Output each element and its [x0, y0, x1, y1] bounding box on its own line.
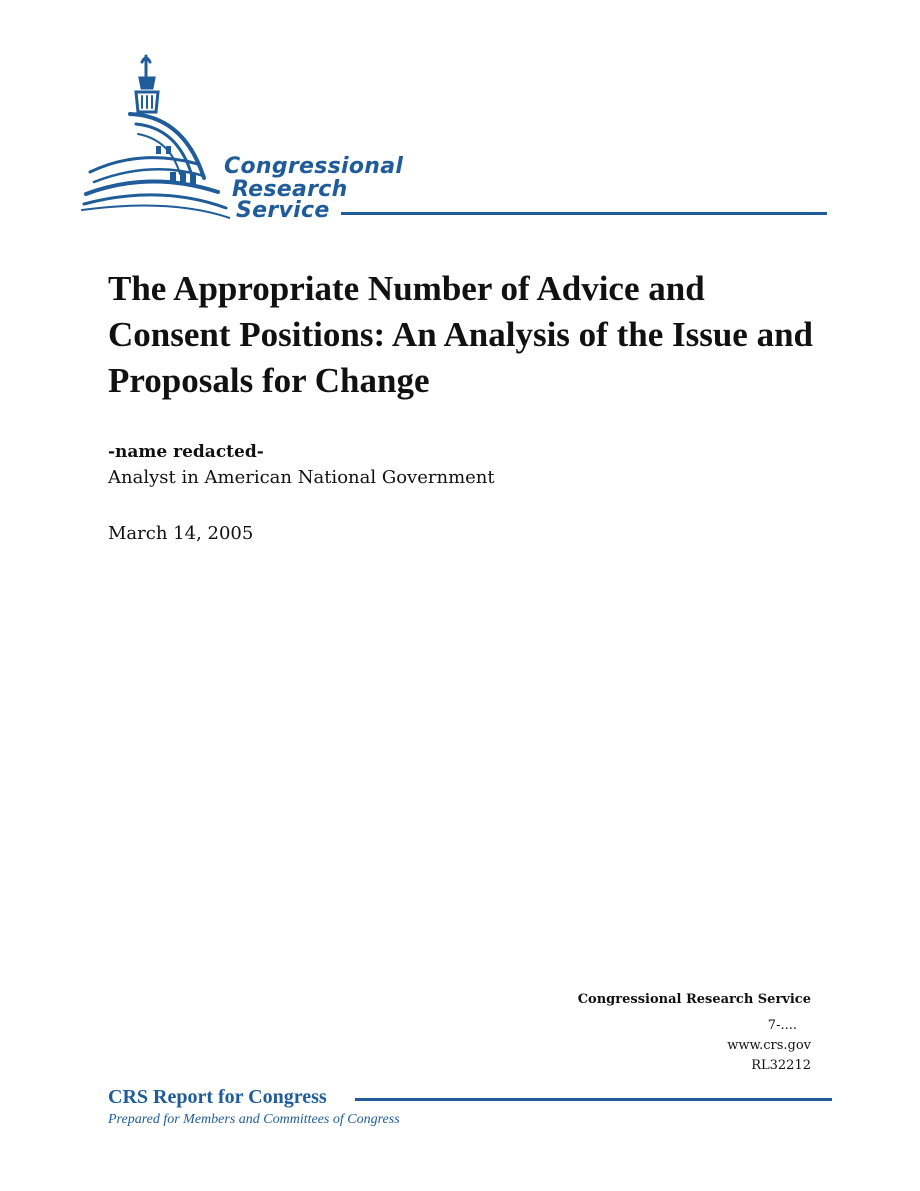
footer-subtitle: Prepared for Members and Committees of Congress	[108, 1112, 400, 1127]
report-title: The Appropriate Number of Advice and Consent Positions: An Analysis of the Issue and Proposals for Change	[108, 269, 814, 400]
logo-word-congressional: Congressional	[224, 154, 404, 179]
footer-rule	[355, 1098, 832, 1101]
capitol-dome-icon	[80, 48, 230, 228]
publisher-number: 7-....	[767, 1018, 797, 1033]
author-title: Analyst in American National Government	[108, 467, 495, 488]
publisher-organization: Congressional Research Service	[577, 992, 811, 1007]
crs-logo	[80, 48, 840, 228]
logo-word-service: Service	[236, 198, 330, 223]
report-date: March 14, 2005	[108, 523, 254, 544]
publisher-block	[578, 990, 811, 1076]
author-name: -name redacted-	[108, 442, 264, 462]
logo-word-research: Research	[232, 177, 348, 202]
publisher-website[interactable]: www.crs.gov	[727, 1038, 811, 1053]
footer-title: CRS Report for Congress	[108, 1086, 327, 1108]
footer	[108, 1085, 832, 1135]
report-id: RL32212	[751, 1058, 811, 1073]
logo-rule	[341, 212, 827, 215]
